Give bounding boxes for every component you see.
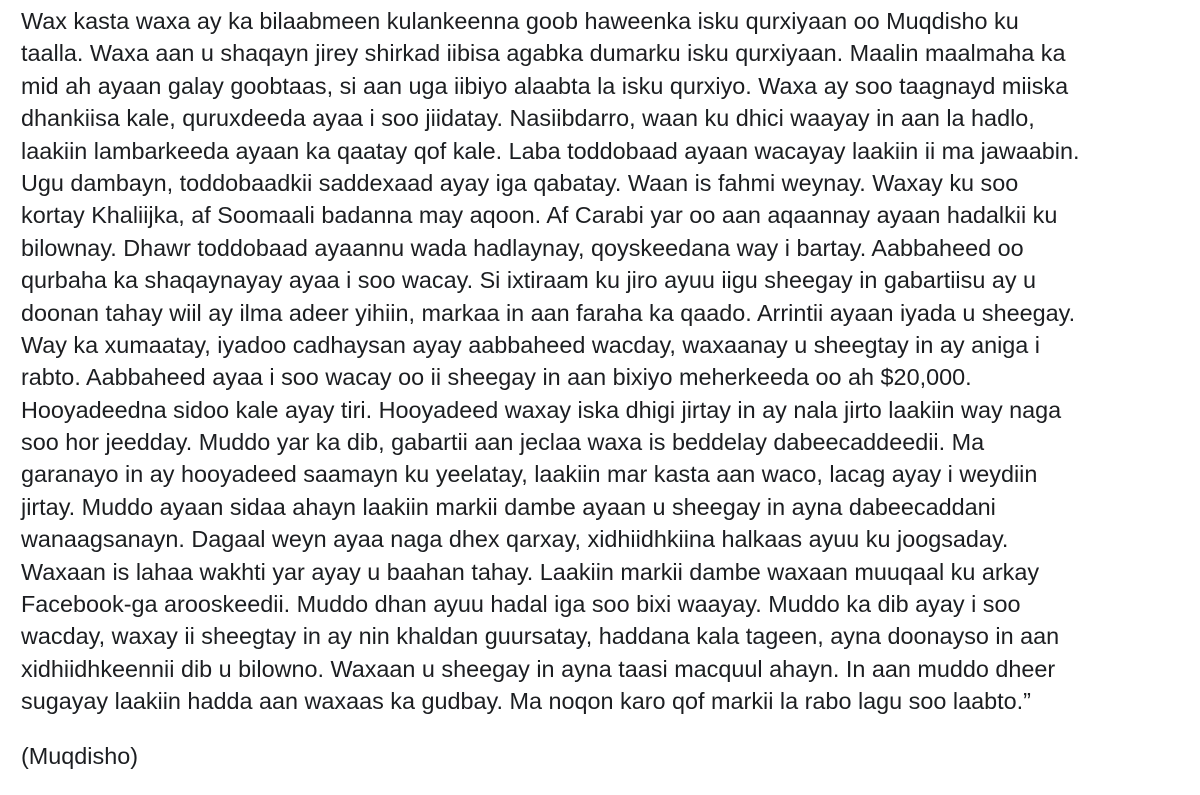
body-line: Ugu dambayn, toddobaadkii saddexaad ayay iga qabatay. Waan is fahmi weynay. Waxay ku soo [21, 169, 1019, 196]
body-line: wacday, waxay ii sheegtay in ay nin khaldan guursatay, haddana kala tageen, ayna doonayso in aan [21, 623, 1060, 650]
body-line: Hooyadeedna sidoo kale ayay tiri. Hooyadeed waxay iska dhigi jirtay in ay nala jirto laakiin way naga [21, 396, 1062, 423]
paragraph-gap [21, 718, 1191, 740]
body-line: laakiin lambarkeeda ayaan ka qaatay qof kale. Laba toddobaad ayaan wacayay laakiin ii ma jawaabin. [21, 137, 1080, 164]
body-line: Waxaan is lahaa wakhti yar ayay u baahan tahay. Laakiin markii dambe waxaan muuqaal ku arkay [21, 558, 1040, 585]
body-line: jirtay. Muddo ayaan sidaa ahayn laakiin markii dambe ayaan u sheegay in ayna dabeecaddani [21, 493, 996, 520]
body-line: qurbaha ka shaqaynayay ayaa i soo wacay. Si ixtiraam ku jiro ayuu iigu sheegay in gabartiisu ay u [21, 267, 1037, 294]
body-line: dhankiisa kale, quruxdeeda ayaa i soo jiidatay. Nasiibdarro, waan ku dhici waayay in aan la hadlo, [21, 105, 1035, 132]
body-line: kortay Khaliijka, af Soomaali badanna may aqoon. Af Carabi yar oo aan aqaannay ayaan hadalkii ku [21, 202, 1058, 229]
body-line: sugayay laakiin hadda aan waxaas ka gudbay. Ma noqon karo qof markii la rabo lagu soo laabto.” [21, 688, 1031, 715]
body-line: wanaagsanayn. Dagaal weyn ayaa naga dhex qarxay, xidhiidhkiina halkaas ayuu ku joogsaday. [21, 526, 1009, 553]
post-body [21, 5, 1191, 718]
body-line: Facebook-ga arooskeedii. Muddo dhan ayuu hadal iga soo bixi waayay. Muddo ka dib ayay i soo [21, 591, 1021, 618]
body-line: soo hor jeedday. Muddo yar ka dib, gabartii aan jeclaa waxa is beddelay dabeecaddeedii. Ma [21, 429, 985, 456]
body-line: taalla. Waxa aan u shaqayn jirey shirkad iibisa agabka dumarku isku qurxiyaan. Maalin maalmaha ka [21, 40, 1066, 67]
post-location: (Muqdisho) [21, 742, 138, 769]
body-line: doonan tahay wiil ay ilma adeer yihiin, markaa in aan faraha ka qaado. Arrintii ayaan iyada u sheegay. [21, 299, 1076, 326]
post-content [21, 5, 1191, 772]
body-line: garanayo in ay hooyadeed saamayn ku yeelatay, laakiin mar kasta aan waco, lacag ayay i weydiin [21, 461, 1038, 488]
body-line: bilownay. Dhawr toddobaad ayaannu wada hadlaynay, qoyskeedana way i bartay. Aabbaheed oo [21, 234, 1024, 261]
body-line: rabto. Aabbaheed ayaa i soo wacay oo ii sheegay in aan bixiyo meherkeeda oo ah $20,000. [21, 364, 972, 391]
body-line: Way ka xumaatay, iyadoo cadhaysan ayay aabbaheed wacday, waxaanay u sheegtay in ay aniga i [21, 331, 1040, 358]
body-line: Wax kasta waxa ay ka bilaabmeen kulankeenna goob haweenka isku qurxiyaan oo Muqdisho ku [21, 8, 1019, 34]
body-line: mid ah ayaan galay goobtaas, si aan uga iibiyo alaabta la isku qurxiyo. Waxa ay soo taagnayd miiska [21, 72, 1069, 99]
body-line: xidhiidhkeennii dib u bilowno. Waxaan u sheegay in ayna taasi macquul ahayn. In aan muddo dheer [21, 655, 1056, 682]
